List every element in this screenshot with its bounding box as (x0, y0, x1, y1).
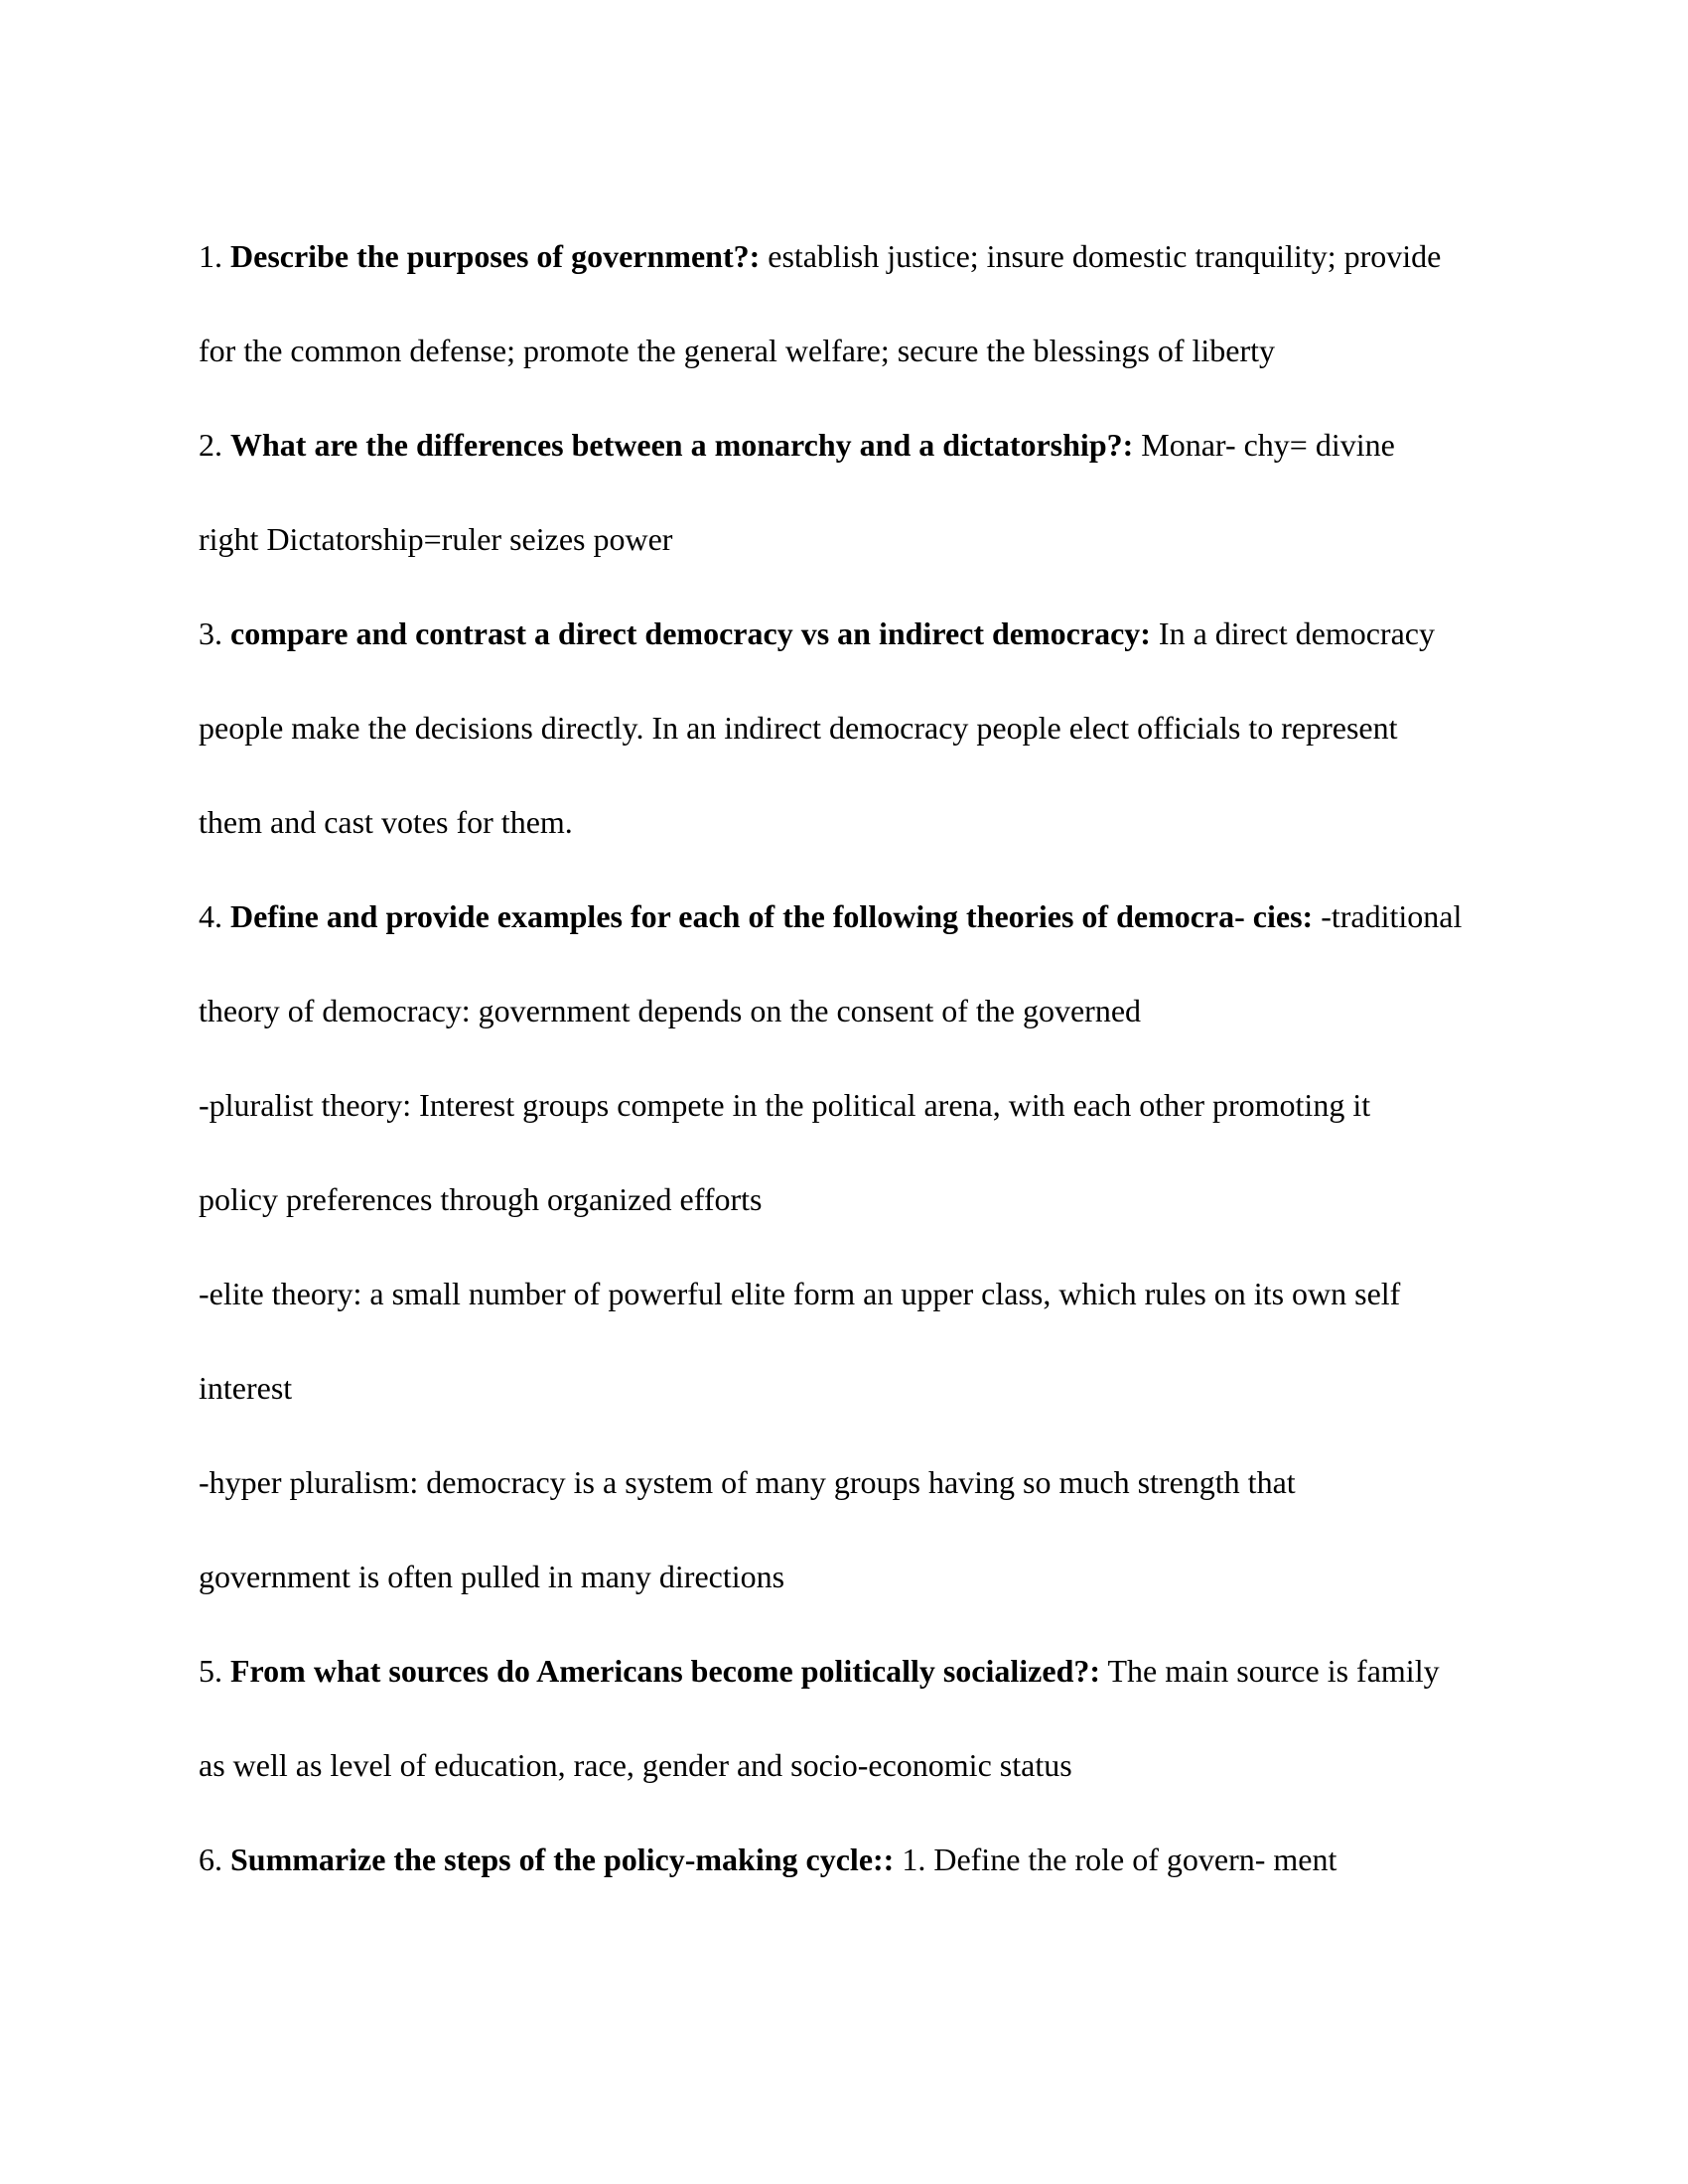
answer-line: for the common defense; promote the general welfare; secure the blessings of liberty (199, 333, 1276, 368)
question-text: Summarize the steps of the policy-making cycle:: (230, 1842, 895, 1877)
answer-line: -hyper pluralism: democracy is a system of many groups having so much strength that (199, 1464, 1296, 1500)
question-text: compare and contrast a direct democracy vs an indirect democracy: (230, 615, 1151, 651)
question-text: Define and provide examples for each of the following theories of democra- cies: (230, 898, 1314, 934)
answer-text: establish justice; insure domestic tranquility; provide (768, 238, 1442, 274)
answer-line: government is often pulled in many directions (199, 1559, 785, 1594)
answer-text: In a direct democracy (1158, 615, 1435, 651)
question-text: What are the differences between a monarchy and a dictatorship?: (230, 427, 1134, 463)
answer-line: right Dictatorship=ruler seizes power (199, 521, 673, 557)
answer-text: Monar- chy= divine (1141, 427, 1395, 463)
question-text: From what sources do Americans become politically socialized?: (230, 1653, 1101, 1689)
answer-line: interest (199, 1370, 293, 1406)
question-6-line (199, 1840, 1336, 1879)
question-5-line (199, 1651, 1440, 1691)
answer-text: -traditional (1321, 898, 1463, 934)
question-1-line (199, 236, 1441, 276)
answer-line: -pluralist theory: Interest groups compete in the political arena, with each other promoting it (199, 1087, 1371, 1123)
answer-line: people make the decisions directly. In an indirect democracy people elect officials to represent (199, 710, 1398, 746)
answer-line: them and cast votes for them. (199, 804, 573, 840)
question-number: 5. (199, 1653, 222, 1689)
answer-line: policy preferences through organized efforts (199, 1181, 763, 1217)
answer-text: The main source is family (1107, 1653, 1440, 1689)
answer-line: as well as level of education, race, gender and socio-economic status (199, 1747, 1072, 1783)
question-number: 2. (199, 427, 222, 463)
question-2-line (199, 425, 1395, 465)
question-text: Describe the purposes of government?: (230, 238, 761, 274)
answer-line: -elite theory: a small number of powerful elite form an upper class, which rules on its own self (199, 1276, 1401, 1311)
question-number: 6. (199, 1842, 222, 1877)
answer-line: theory of democracy: government depends on the consent of the governed (199, 993, 1142, 1028)
answer-text: 1. Define the role of govern- ment (902, 1842, 1337, 1877)
question-number: 1. (199, 238, 222, 274)
question-4-line (199, 896, 1462, 936)
question-number: 3. (199, 615, 222, 651)
question-number: 4. (199, 898, 222, 934)
question-3-line (199, 614, 1435, 653)
